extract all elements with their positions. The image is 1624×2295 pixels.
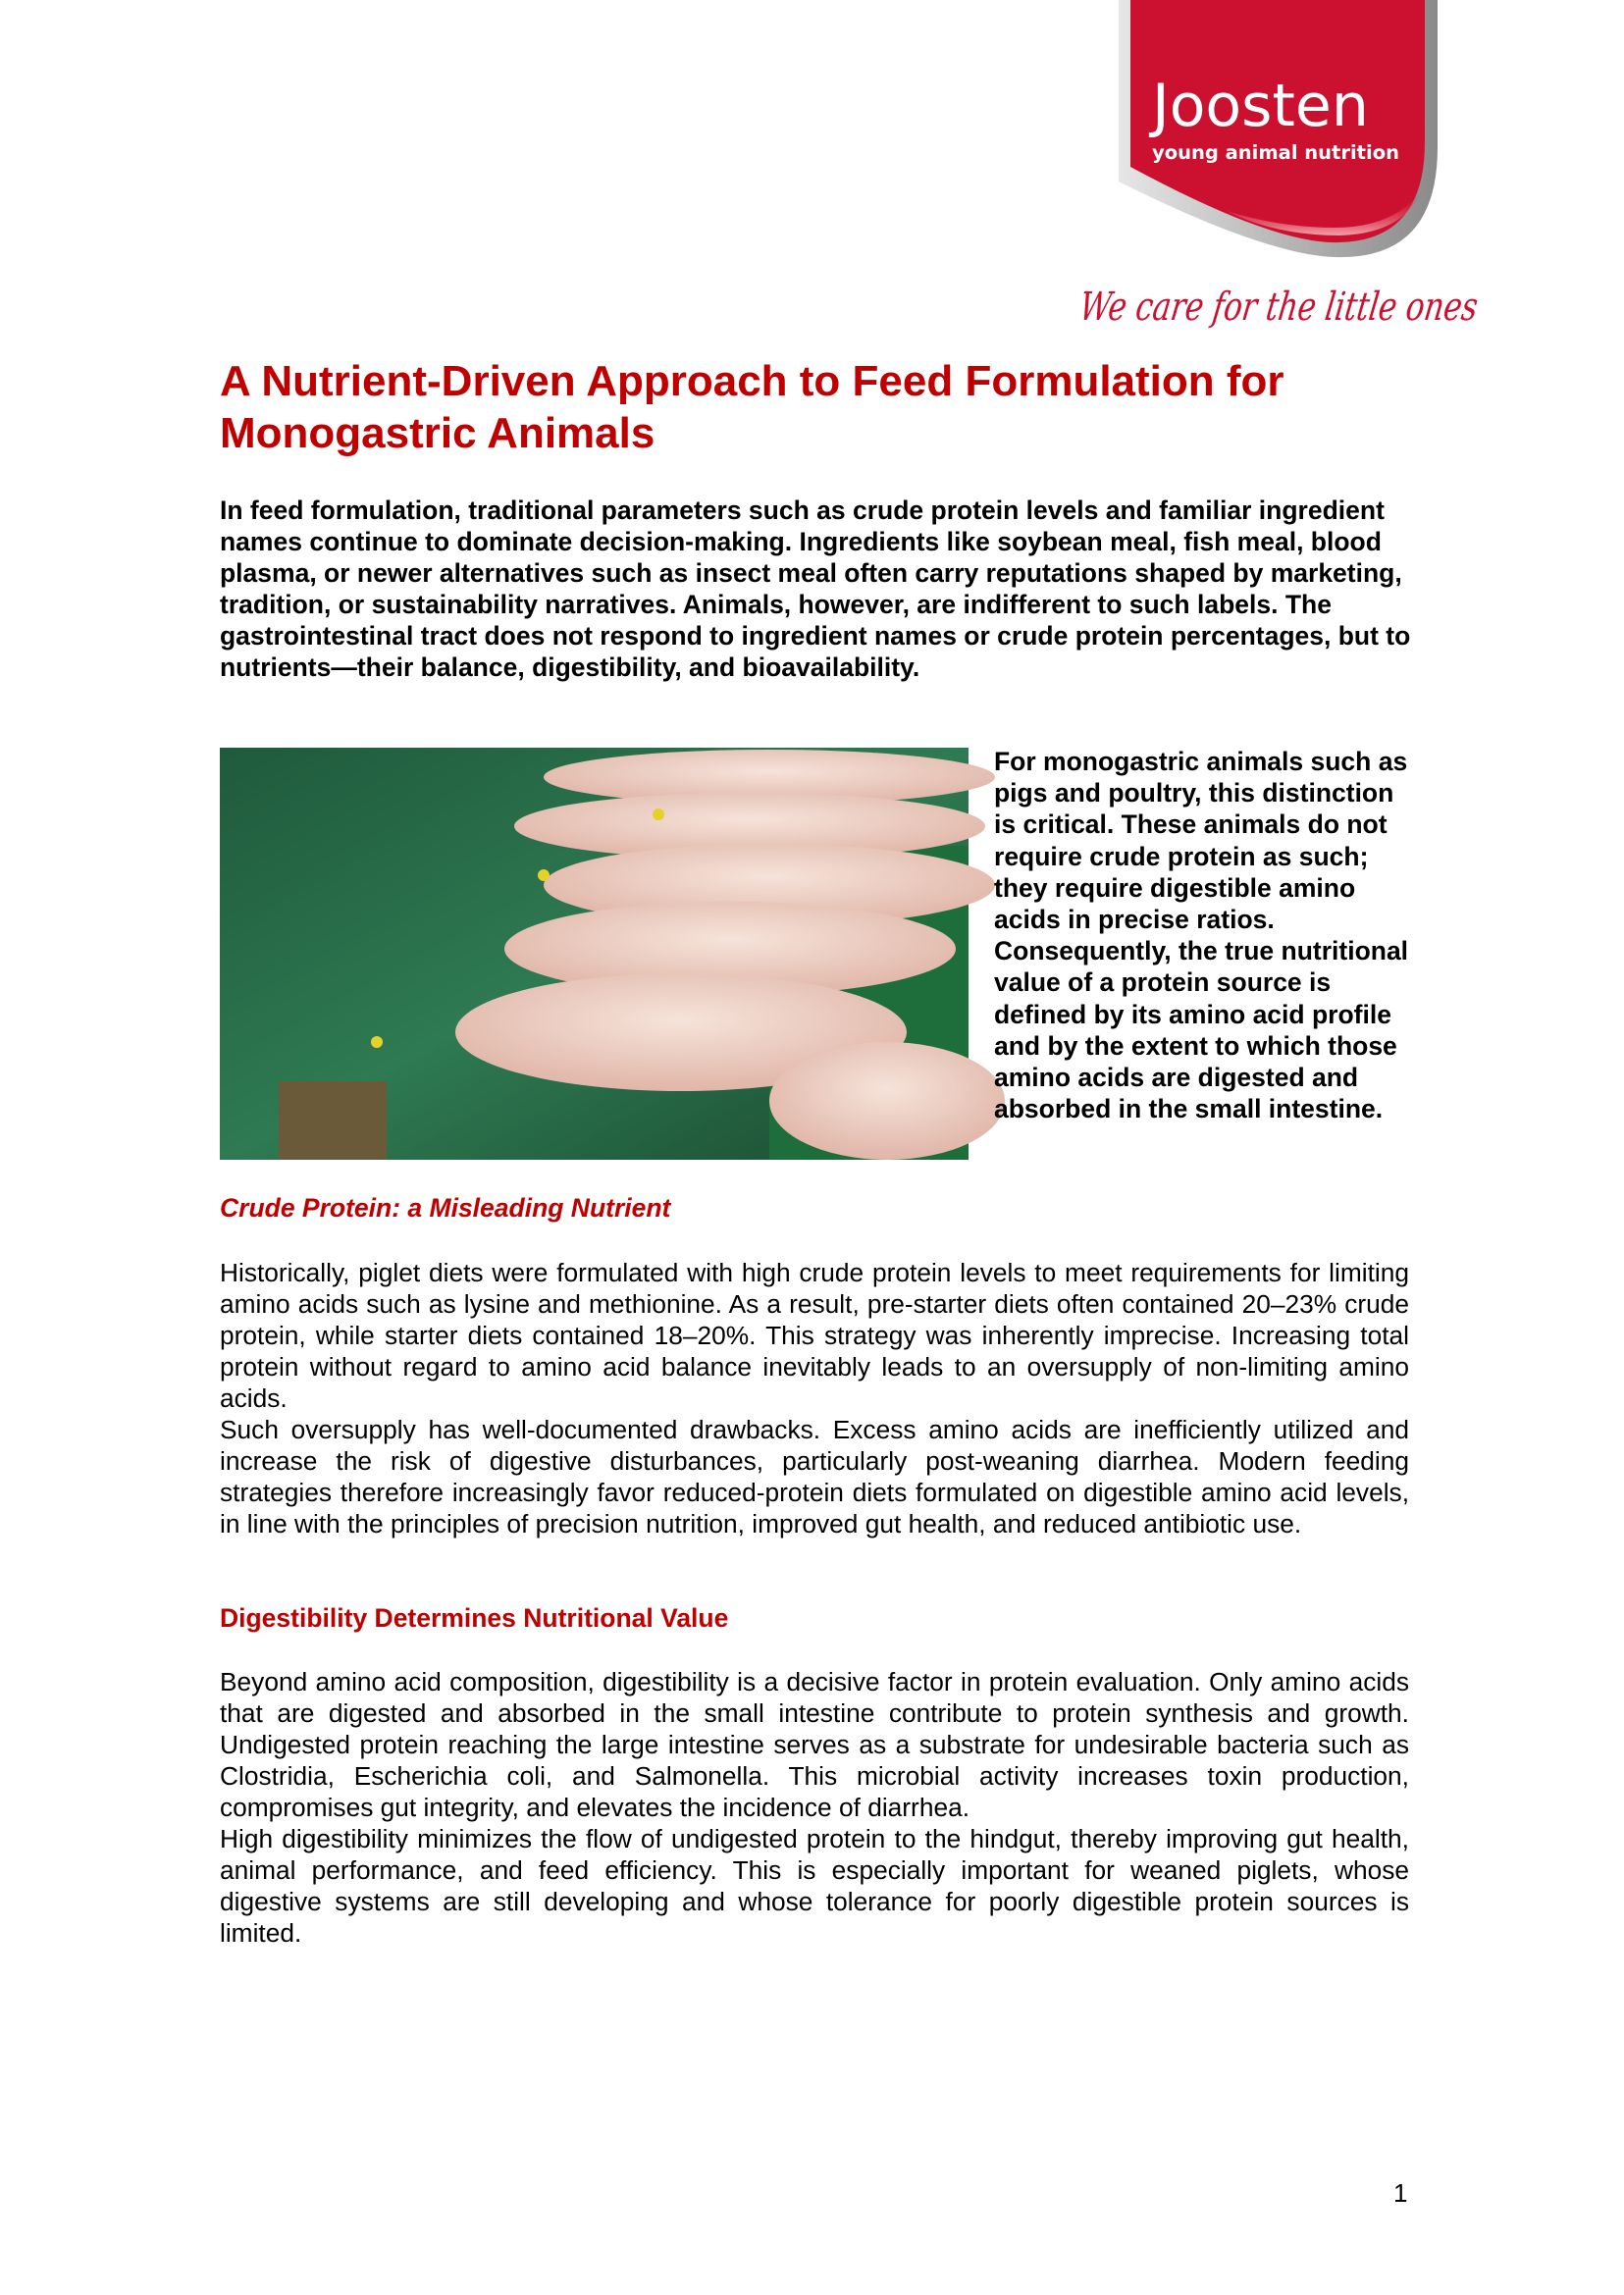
joosten-logo — [1109, 0, 1452, 265]
document-title: A Nutrient-Driven Approach to Feed Formulation for Monogastric Animals — [220, 357, 1284, 457]
body-paragraph: Beyond amino acid composition, digestibility is a decisive factor in protein evaluation. Only amino acids that are digested and absorbed in the small intestine contribute to protein synthesis and growth. Undigested protein reaching the large intestine serves as a substrate for undesirable bacteria such as Clostridia, Escherichia coli, and Salmonella. This microbial activity increases toxin production, compromises gut integrity, and elevates the incidence of diarrhea. — [220, 1667, 1409, 1822]
piglets-feeding-photo — [220, 748, 969, 1160]
body-paragraph: High digestibility minimizes the flow of undigested protein to the hindgut, thereby improving gut health, animal performance, and feed efficiency. This is especially important for weaned piglets, whose digestive systems are still developing and whose tolerance for poorly digestible protein sources is limited. — [220, 1824, 1409, 1948]
section-digestibility-body — [220, 1666, 1409, 1949]
page-number: 1 — [1393, 2178, 1408, 2208]
section-heading-digestibility: Digestibility Determines Nutritional Value — [220, 1603, 729, 1633]
intro-paragraph: In feed formulation, traditional parameters such as crude protein levels and familiar ingredient names continue to dominate decision-making. Ingredients like soybean meal, fish meal, blood plasma, or newer alternatives such as insect meal often carry reputations shaped by marketing, tradition, or sustainability narratives. Animals, however, are indifferent to such labels. The gastrointestinal tract does not respond to ingredient names or crude protein percentages, but to nutrients—their balance, digestibility, and bioavailability. — [220, 496, 1411, 682]
side-paragraph: For monogastric animals such as pigs and poultry, this distinction is critical. These animals do not require crude protein as such; they require digestible amino acids in precise ratios. Consequently, the true nutritional value of a protein source is defined by its amino acid profile and by the extent to which those amino acids are digested and absorbed in the small intestine. — [994, 747, 1409, 1124]
logo-subtitle-text: young animal nutrition — [1152, 141, 1399, 164]
logo-brand-text: Joosten — [1152, 72, 1369, 140]
section-crude-protein-body — [220, 1257, 1409, 1539]
svg-text:We care for the little ones: We care for the little ones — [1076, 285, 1599, 330]
body-paragraph: Such oversupply has well-documented drawbacks. Excess amino acids are inefficiently utilized and increase the risk of digestive disturbances, particularly post-weaning diarrhea. Modern feeding strategies therefore increasingly favor reduced-protein diets formulated on digestible amino acid levels, in line with the principles of precision nutrition, improved gut health, and reduced antibiotic use. — [220, 1415, 1409, 1539]
tagline — [1076, 277, 1599, 345]
body-paragraph: Historically, piglet diets were formulated with high crude protein levels to meet requirements for limiting amino acids such as lysine and methionine. As a result, pre-starter diets often contained 20–23% crude protein, while starter diets contained 18–20%. This strategy was inherently imprecise. Increasing total protein without regard to amino acid balance inevitably leads to an oversupply of non-limiting amino acids. — [220, 1258, 1409, 1413]
section-heading-crude-protein: Crude Protein: a Misleading Nutrient — [220, 1193, 671, 1223]
